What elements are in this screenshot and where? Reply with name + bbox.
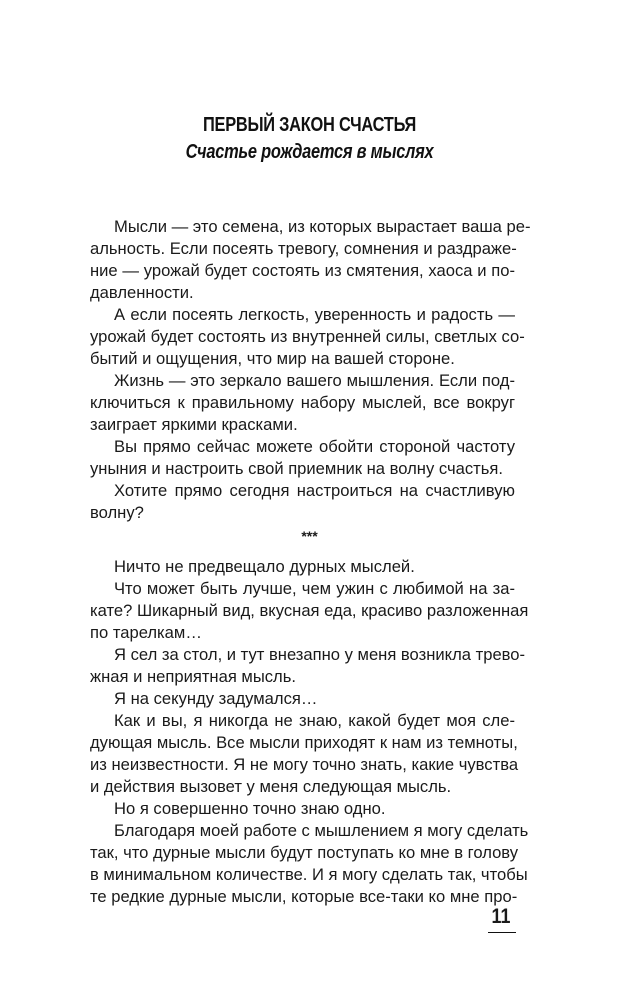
text-line: Хотите прямо сегодня настроиться на счастливую	[114, 481, 515, 500]
text-line: Я на секунду задумался…	[114, 689, 318, 708]
text-line: альность. Если посеять тревогу, сомнения и раздраже-	[90, 239, 517, 258]
text-line: по тарелкам…	[90, 623, 202, 642]
chapter-subtitle: Счастье рождается в мыслях	[185, 141, 434, 163]
text-line: ключиться к правильному набору мыслей, все вокруг	[90, 393, 515, 412]
text-line: давленности.	[90, 283, 194, 302]
page-number: 11	[491, 905, 511, 928]
text-line: в минимальном количестве. И я могу сделать так, чтобы	[90, 865, 528, 884]
text-line: Мысли — это семена, из которых вырастает ваша ре-	[114, 217, 531, 236]
text-line: и действия вызовет у меня следующая мысль.	[90, 777, 452, 796]
text-line: Я сел за стол, и тут внезапно у меня возникла трево-	[114, 645, 526, 664]
text-line: так, что дурные мысли будут поступать ко мне в голову	[90, 843, 519, 862]
text-line: Вы прямо сейчас можете обойти стороной частоту	[114, 437, 515, 456]
text-line: кате? Шикарный вид, вкусная еда, красиво разложенная	[90, 601, 529, 620]
text-line: Жизнь — это зеркало вашего мышления. Если под-	[114, 371, 515, 390]
chapter-heading	[0, 112, 619, 166]
text-line: из неизвестности. Я не могу точно знать, какие чувства	[90, 755, 519, 774]
text-line: жная и неприятная мысль.	[90, 667, 296, 686]
page-number-rule	[488, 932, 516, 933]
text-line: те редкие дурные мысли, которые все-таки ко мне про-	[90, 887, 518, 906]
text-line: ние — урожай будет состоять из смятения, хаоса и по-	[90, 261, 515, 280]
text-line: урожай будет состоять из внутренней силы, светлых со-	[90, 327, 525, 346]
text-line: Как и вы, я никогда не знаю, какой будет моя сле-	[114, 711, 515, 730]
text-line: дующая мысль. Все мысли приходят к нам из темноты,	[90, 733, 518, 752]
text-line: Благодаря моей работе с мышлением я могу сделать	[114, 821, 529, 840]
text-line: Ничто не предвещало дурных мыслей.	[114, 557, 415, 576]
text-line: заиграет яркими красками.	[90, 415, 298, 434]
text-line: бытий и ощущения, что мир на вашей стороне.	[90, 349, 455, 368]
text-line: Но я совершенно точно знаю одно.	[114, 799, 386, 818]
text-line: волну?	[90, 503, 144, 522]
section-separator: ***	[301, 528, 318, 544]
text-line: А если посеять легкость, уверенность и радость —	[114, 305, 515, 324]
text-line: уныния и настроить свой приемник на волну счастья.	[90, 459, 503, 478]
text-line: Что может быть лучше, чем ужин с любимой на за-	[114, 579, 515, 598]
chapter-title: ПЕРВЫЙ ЗАКОН СЧАСТЬЯ	[202, 114, 417, 136]
